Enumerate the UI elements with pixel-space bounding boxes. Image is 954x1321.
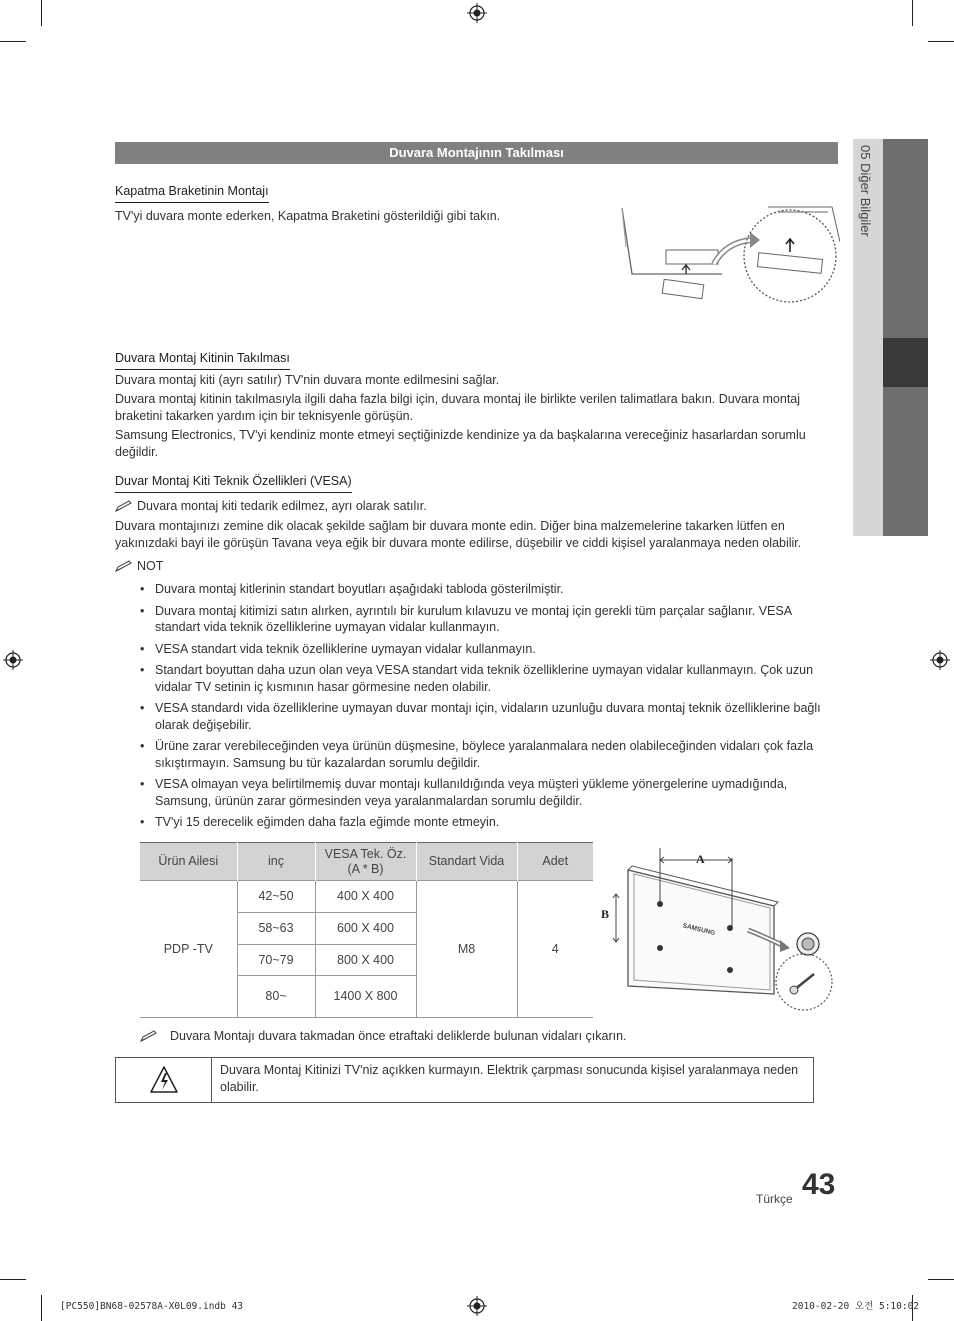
cell-screw: M8 (416, 881, 517, 1018)
registration-mark-icon (467, 1296, 487, 1316)
note-pencil-icon (115, 560, 133, 572)
vesa-note-text: Duvara montaj kiti tedarik edilmez, ayrı olarak satılır. (137, 499, 427, 513)
list-item: • Standart boyuttan daha uzun olan veya VESA standart vida teknik özelliklerine uymayan vidalar kullanmayın. Çok uzun vidalar TV setinin iç kısmının hasar görmesine neden olabilir. (140, 662, 825, 695)
crop-mark (0, 1279, 26, 1280)
vesa-heading: Duvar Montaj Kiti Teknik Özellikleri (VESA) (115, 473, 352, 493)
bracket-text: TV'yi duvara monte ederken, Kapatma Braketini gösterildiği gibi takın. (115, 209, 501, 223)
warning-text: Duvara Montaj Kitinizi TV'niz açıkken kurmayın. Elektrik çarpması sonucunda kişisel yaralanmaya neden olabilir. (220, 1063, 799, 1094)
header-count: Adet (517, 843, 593, 881)
bracket-illustration (618, 202, 840, 315)
chapter-marker (883, 338, 928, 387)
cell-inch: 70~79 (237, 945, 315, 976)
cell-family: PDP -TV (140, 881, 237, 1018)
table-row (140, 881, 593, 913)
cell-inch: 42~50 (237, 881, 315, 913)
section-title: Duvara Montajının Takılması (115, 142, 838, 164)
chapter-label: 05 Diğer Bilgiler (858, 145, 873, 237)
cell-vesa: 1400 X 800 (315, 976, 416, 1018)
crop-mark (912, 0, 913, 26)
header-family: Ürün Ailesi (140, 843, 237, 881)
cell-vesa: 600 X 400 (315, 913, 416, 945)
print-slug-file: [PC550]BN68-02578A-X0L09.indb 43 (60, 1301, 244, 1312)
bottom-note (140, 1028, 830, 1045)
bracket-heading: Kapatma Braketinin Montajı (115, 183, 269, 203)
header-vesa: VESA Tek. Öz. (A * B) (315, 843, 416, 881)
dimension-a-label: A (696, 852, 705, 866)
cell-vesa: 800 X 400 (315, 945, 416, 976)
list-item: • VESA olmayan veya belirtilmemiş duvar montajı kullanıldığında veya müşteri yükleme yönergelerine uymadığında, Samsung, ürünün zarar görmesinden veya yaralanmalardan sorumlu değildir. (140, 776, 825, 809)
warning-lightning-icon (149, 1065, 179, 1095)
note-bullet-list (140, 581, 825, 836)
brand-logo: SAMSUNG (681, 922, 716, 938)
kit-paragraph-2: Duvara montaj kitinin takılmasıyla ilgili daha fazla bilgi için, duvara montaj ile birlikte verilen talimatlara bakın. Duvara montaj braketini takarken yardım için bir teknisyenle görüşün. (115, 392, 801, 423)
page-number: 43 (802, 1168, 836, 1201)
list-item: • Duvara montaj kitlerinin standart boyutları aşağıdaki tabloda gösterilmiştir. (140, 581, 825, 598)
table-header-row (140, 843, 593, 881)
cell-inch: 80~ (237, 976, 315, 1018)
footer-language: Türkçe (756, 1192, 793, 1206)
kit-paragraph-3: Samsung Electronics, TV'yi kendiniz monte etmeyi seçtiğinizde kendinize ya da başkalarına vereceğiniz hasarlardan sorumlu değildir. (115, 428, 806, 459)
cell-vesa: 400 X 400 (315, 881, 416, 913)
note-label: NOT (137, 559, 164, 573)
list-item: • VESA standardı vida özelliklerine uymayan duvar montajı için, vidaların uzunluğu duvara montaj teknik özelliklerine bağlı olarak değişebilir. (140, 700, 825, 733)
list-item: • Duvara montaj kitimizi satın alırken, ayrıntılı bir kurulum kılavuzu ve montaj için gerekli tüm parçalar sağlanır. VESA standart vida teknik özelliklerine uymayan vidalar kullanmayın. (140, 603, 825, 636)
kit-heading: Duvara Montaj Kitinin Takılması (115, 350, 290, 370)
warning-box (115, 1057, 814, 1103)
crop-mark (928, 1279, 954, 1280)
crop-mark (0, 41, 26, 42)
vesa-spec-table (140, 842, 593, 1018)
tv-back-illustration (598, 846, 838, 1012)
crop-mark (41, 1295, 42, 1321)
registration-mark-icon (930, 650, 950, 670)
cell-inch: 58~63 (237, 913, 315, 945)
print-slug-date: 2010-02-20 오전 5:10:02 (792, 1301, 920, 1312)
crop-mark (928, 41, 954, 42)
bottom-note-text: Duvara Montajı duvara takmadan önce etraftaki deliklerde bulunan vidaları çıkarın. (170, 1029, 627, 1043)
dimension-b-label: B (601, 907, 610, 921)
registration-mark-icon (467, 3, 487, 23)
list-item: • VESA standart vida teknik özelliklerine uymayan vidalar kullanmayın. (140, 641, 825, 658)
header-screw: Standart Vida (416, 843, 517, 881)
list-item: • TV'yi 15 derecelik eğimden daha fazla eğimde monte etmeyin. (140, 814, 825, 831)
note-pencil-icon (115, 500, 133, 512)
vesa-note-supply (115, 498, 825, 515)
note-title (115, 558, 825, 575)
vesa-paragraph: Duvara montajınızı zemine dik olacak şekilde sağlam bir duvara monte edin. Diğer bina malzemelerine takarken lütfen en yakınızdaki bayi ile görüşün Tavana veya eğik bir duvara monte edilirse, düşebilir ve ciddi kişisel yaralanmaya neden olabilir. (115, 519, 802, 550)
crop-mark (41, 0, 42, 26)
registration-mark-icon (3, 650, 23, 670)
cell-count: 4 (517, 881, 593, 1018)
header-inch: inç (237, 843, 315, 881)
chapter-side-tab (853, 139, 928, 536)
kit-paragraph-1: Duvara montaj kiti (ayrı satılır) TV'nin duvara monte edilmesini sağlar. (115, 373, 500, 387)
list-item: • Ürüne zarar verebileceğinden veya ürünün düşmesine, böylece yaralanmalara neden olabileceğinden vidaları çok fazla sıkıştırmayın. Samsung bu tür kazalardan sorumlu değildir. (140, 738, 825, 771)
note-pencil-icon (140, 1030, 158, 1042)
